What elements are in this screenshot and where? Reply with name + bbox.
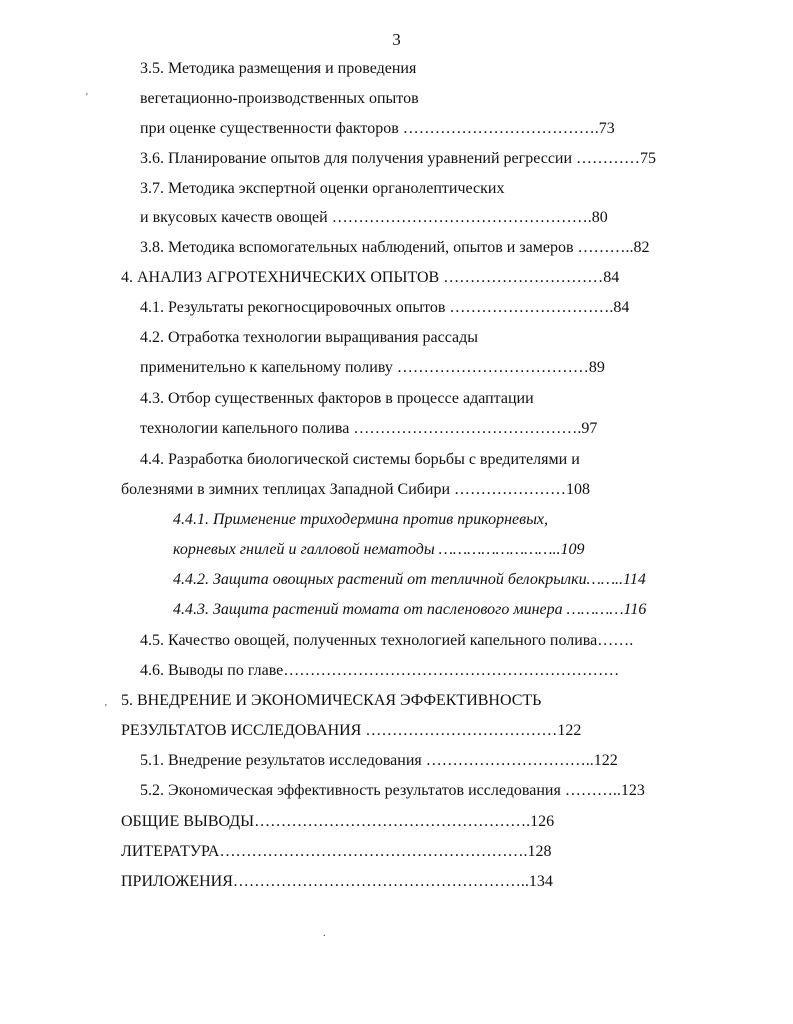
toc-subentry: 4.4.1. Применение триходермина против прикорневых, <box>173 511 549 528</box>
toc-entry: 4.1. Результаты рекогносцировочных опытов ………………………….84 <box>140 299 630 316</box>
scan-speck: ' <box>105 703 107 714</box>
toc-chapter: ПРИЛОЖЕНИЯ………………………………………………..134 <box>121 873 553 890</box>
toc-entry: вегетационно-производственных опытов <box>140 90 419 107</box>
toc-entry: применительно к капельному поливу ………………………………89 <box>140 359 605 376</box>
toc-entry: 4.3. Отбор существенных факторов в процессе адаптации <box>140 390 534 407</box>
toc-entry: и вкусовых качеств овощей ………………………………………….80 <box>140 209 608 226</box>
toc-entry: 4.6. Выводы по главе……………………………………………………… <box>140 662 620 679</box>
toc-entry: 3.5. Методика размещения и проведения <box>140 60 417 77</box>
toc-subentry: 4.4.3. Защита растений томата от пасленового минера …………116 <box>173 601 647 618</box>
toc-entry: 3.8. Методика вспомогательных наблюдений, опытов и замеров ………..82 <box>140 239 650 256</box>
toc-entry: 4.5. Качество овощей, полученных технологией капельного полива……. <box>140 632 634 649</box>
toc-subentry: 4.4.2. Защита овощных растений от тепличной белокрылки……..114 <box>173 571 646 588</box>
scan-speck: . <box>323 928 326 939</box>
toc-entry: технологии капельного полива …………………………………….97 <box>140 420 598 437</box>
toc-entry: при оценке существенности факторов ……………………………….73 <box>140 120 615 137</box>
toc-chapter: 4. АНАЛИЗ АГРОТЕХНИЧЕСКИХ ОПЫТОВ …………………………84 <box>121 269 620 286</box>
toc-entry: 4.4. Разработка биологической системы борьбы с вредителями и <box>140 451 580 468</box>
scan-speck: ' <box>86 92 88 103</box>
toc-entry: 3.6. Планирование опытов для получения уравнений регрессии …………75 <box>140 150 657 167</box>
toc-entry: 4.2. Отработка технологии выращивания рассады <box>140 329 479 346</box>
page-number: 3 <box>392 30 401 49</box>
toc-entry: болезнями в зимних теплицах Западной Сибири …………………108 <box>121 481 591 498</box>
toc-chapter: РЕЗУЛЬТАТОВ ИССЛЕДОВАНИЯ ………………………………122 <box>121 722 582 739</box>
toc-subentry: корневых гнилей и галловой нематоды ……………………..109 <box>173 541 585 558</box>
toc-chapter: 5. ВНЕДРЕНИЕ И ЭКОНОМИЧЕСКАЯ ЭФФЕКТИВНОСТЬ <box>121 692 542 709</box>
toc-chapter: ОБЩИЕ ВЫВОДЫ…………………………………………….126 <box>121 813 555 830</box>
toc-entry: 3.7. Методика экспертной оценки органолептических <box>140 180 505 197</box>
toc-entry: 5.2. Экономическая эффективность результатов исследования ………..123 <box>140 782 645 799</box>
toc-chapter: ЛИТЕРАТУРА………………………………………………….128 <box>121 843 552 860</box>
toc-entry: 5.1. Внедрение результатов исследования …………………………..122 <box>140 752 618 769</box>
